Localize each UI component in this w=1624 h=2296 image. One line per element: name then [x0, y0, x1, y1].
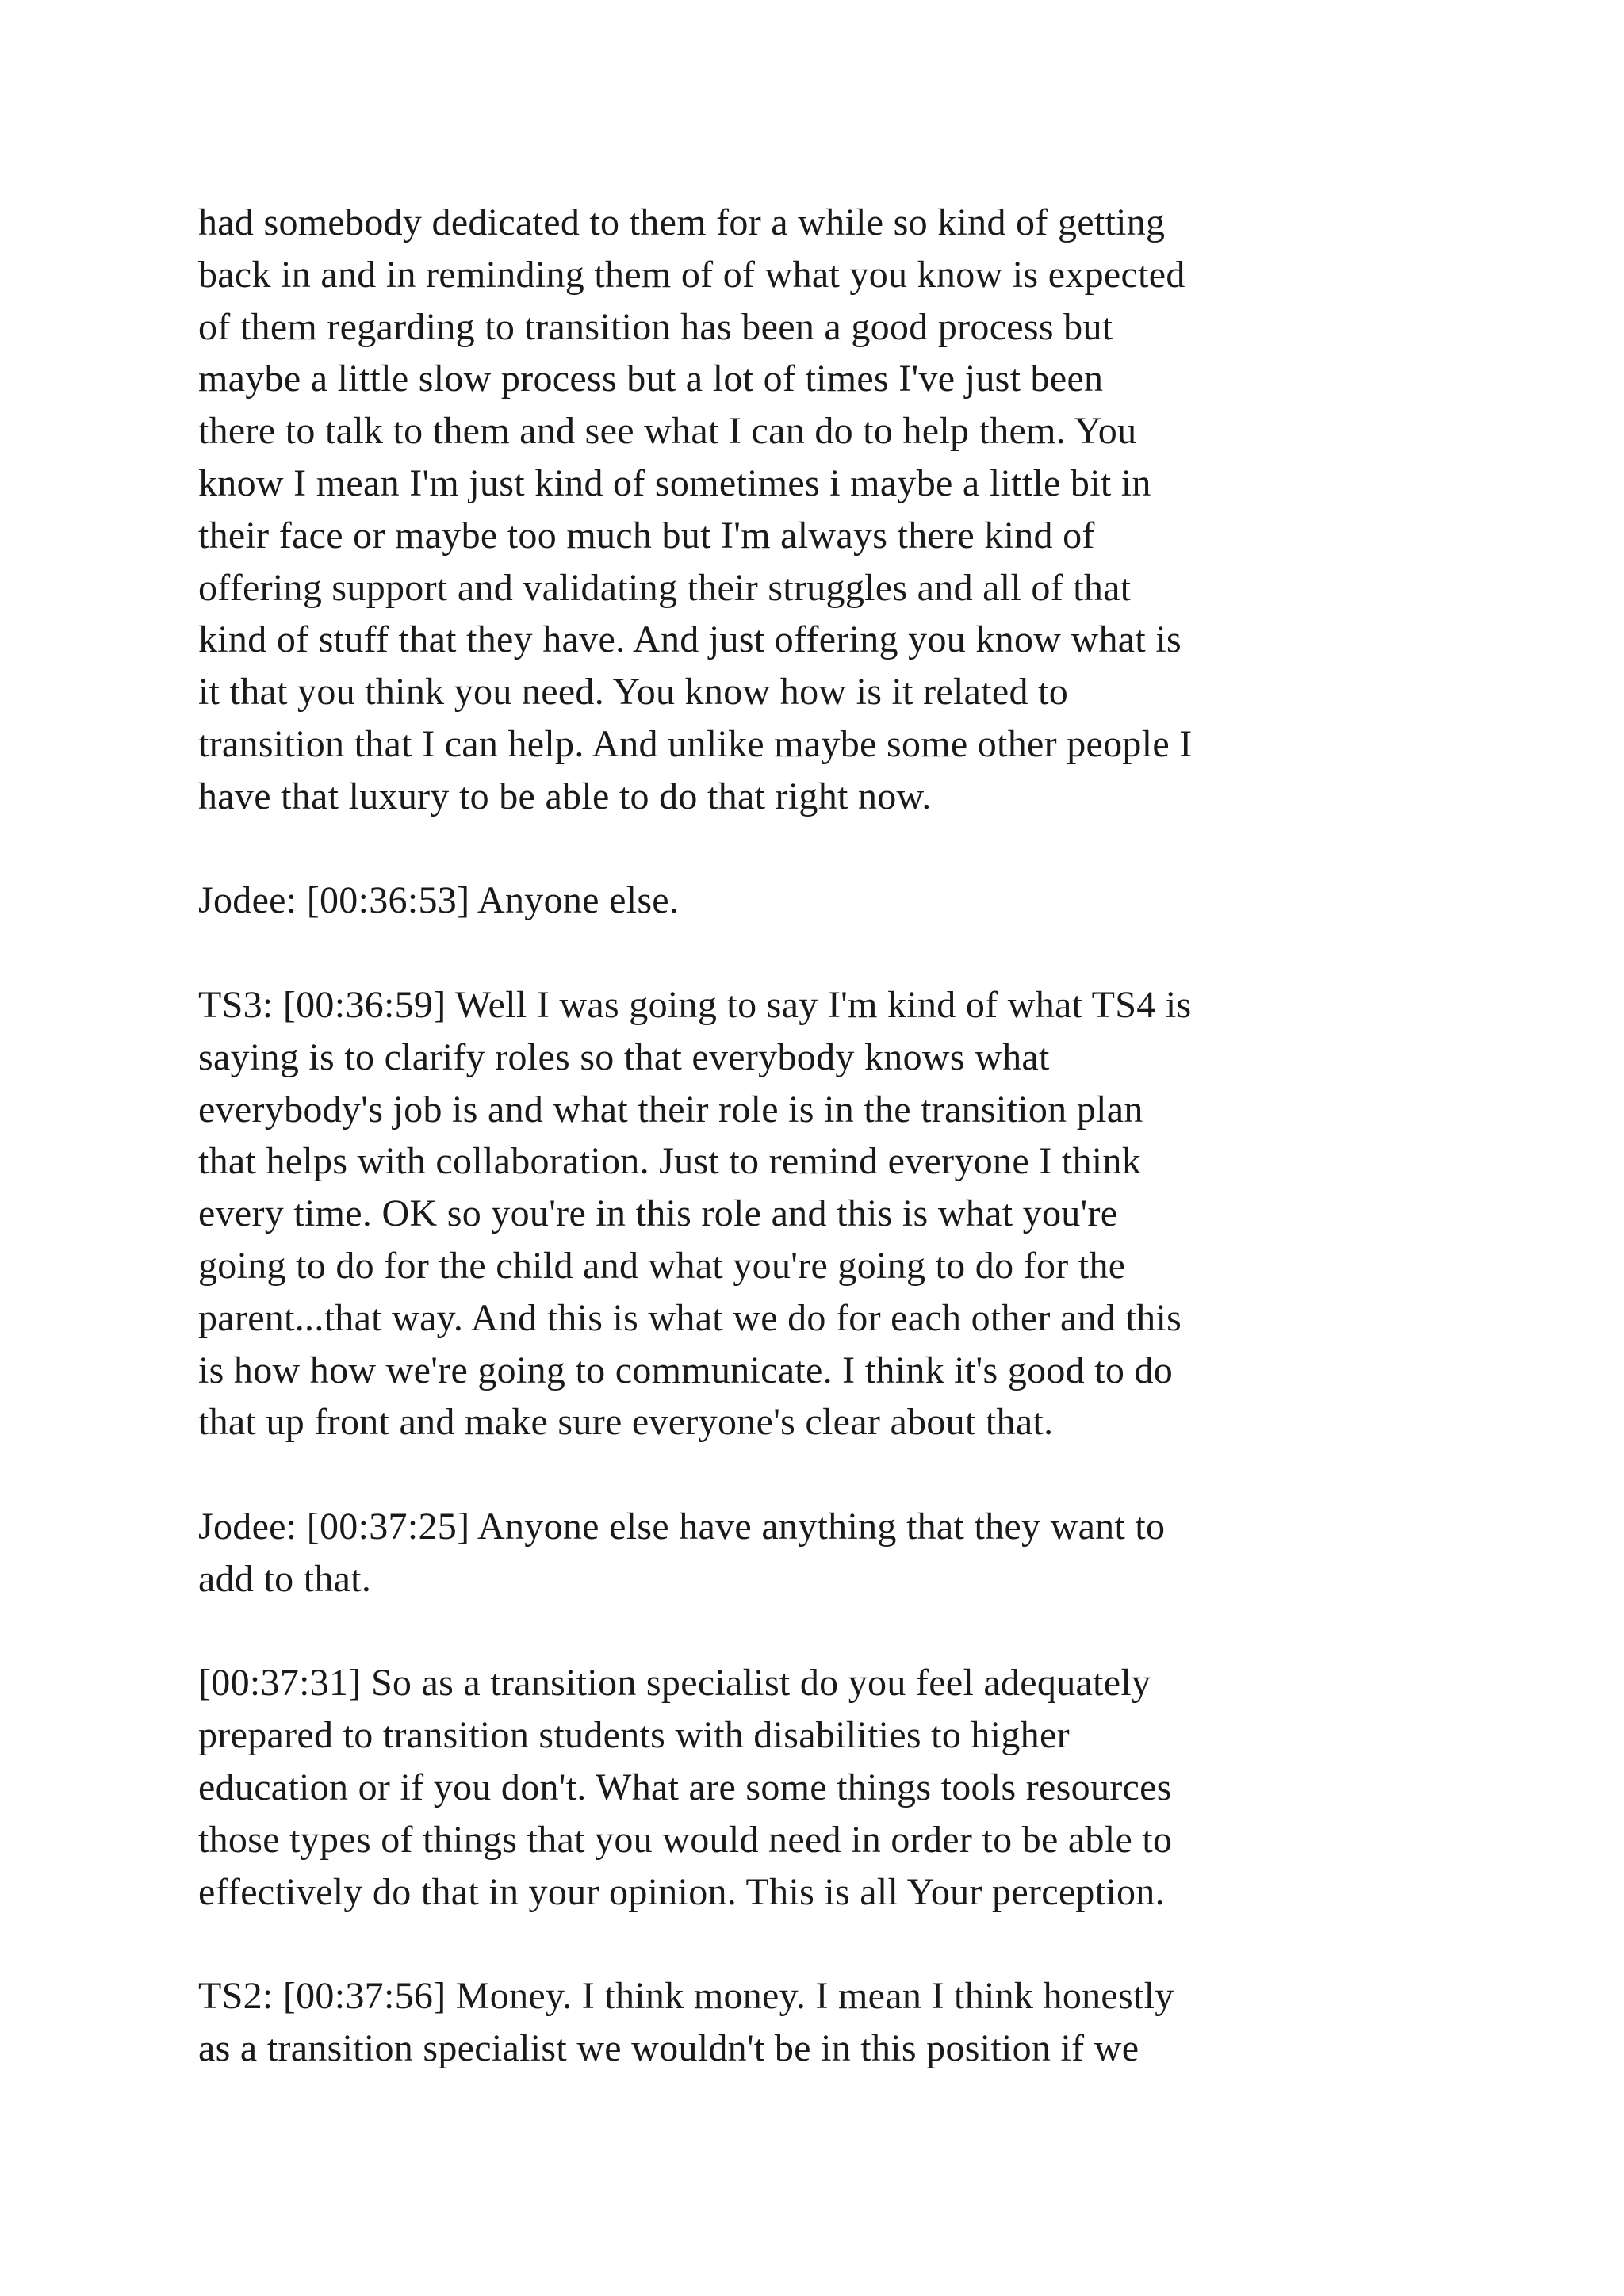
- paragraph-question-prepared: [00:37:31] So as a transition specialist do you feel adequately prepared to transition students with disabilities to higher education or if you don't. What are some things tools resources those types of things that you would need in order to be able to effectively do that in your opinion. This is all Your perception.: [198, 1662, 1173, 1913]
- paragraph-jodee-anyone-else: Jodee: [00:36:53] Anyone else.: [198, 879, 680, 922]
- paragraph-ts2-money: TS2: [00:37:56] Money. I think money. I mean I think honestly as a transition specialist we wouldn't be in this position if we: [198, 1975, 1174, 2069]
- paragraph-ts-continuation: had somebody dedicated to them for a while so kind of getting back in and in reminding them of of what you know is expected of them regarding to transition has been a good process but maybe a little slow process but a lot of times I've just been there to talk to them and see what I can do to help them. You know I mean I'm just kind of sometimes i maybe a little bit in their face or maybe too much but I'm always there kind of offering support and validating their struggles and all of that kind of stuff that they have. And just offering you know what is it that you think you need. You know how is it related to transition that I can help. And unlike maybe some other people I have that luxury to be able to do that right now.: [198, 201, 1193, 817]
- paragraph-jodee-add-to-that: Jodee: [00:37:25] Anyone else have anything that they want to add to that.: [198, 1505, 1166, 1600]
- transcript-body: [198, 197, 1499, 2075]
- paragraph-ts3-clarify-roles: TS3: [00:36:59] Well I was going to say I'm kind of what TS4 is saying is to clarify roles so that everybody knows what everybody's job is and what their role is in the transition plan that helps with collaboration. Just to remind everyone I think every time. OK so you're in this role and this is what you're going to do for the child and what you're going to do for the parent...that way. And this is what we do for each other and this is how how we're going to communicate. I think it's good to do that up front and make sure everyone's clear about that.: [198, 983, 1192, 1444]
